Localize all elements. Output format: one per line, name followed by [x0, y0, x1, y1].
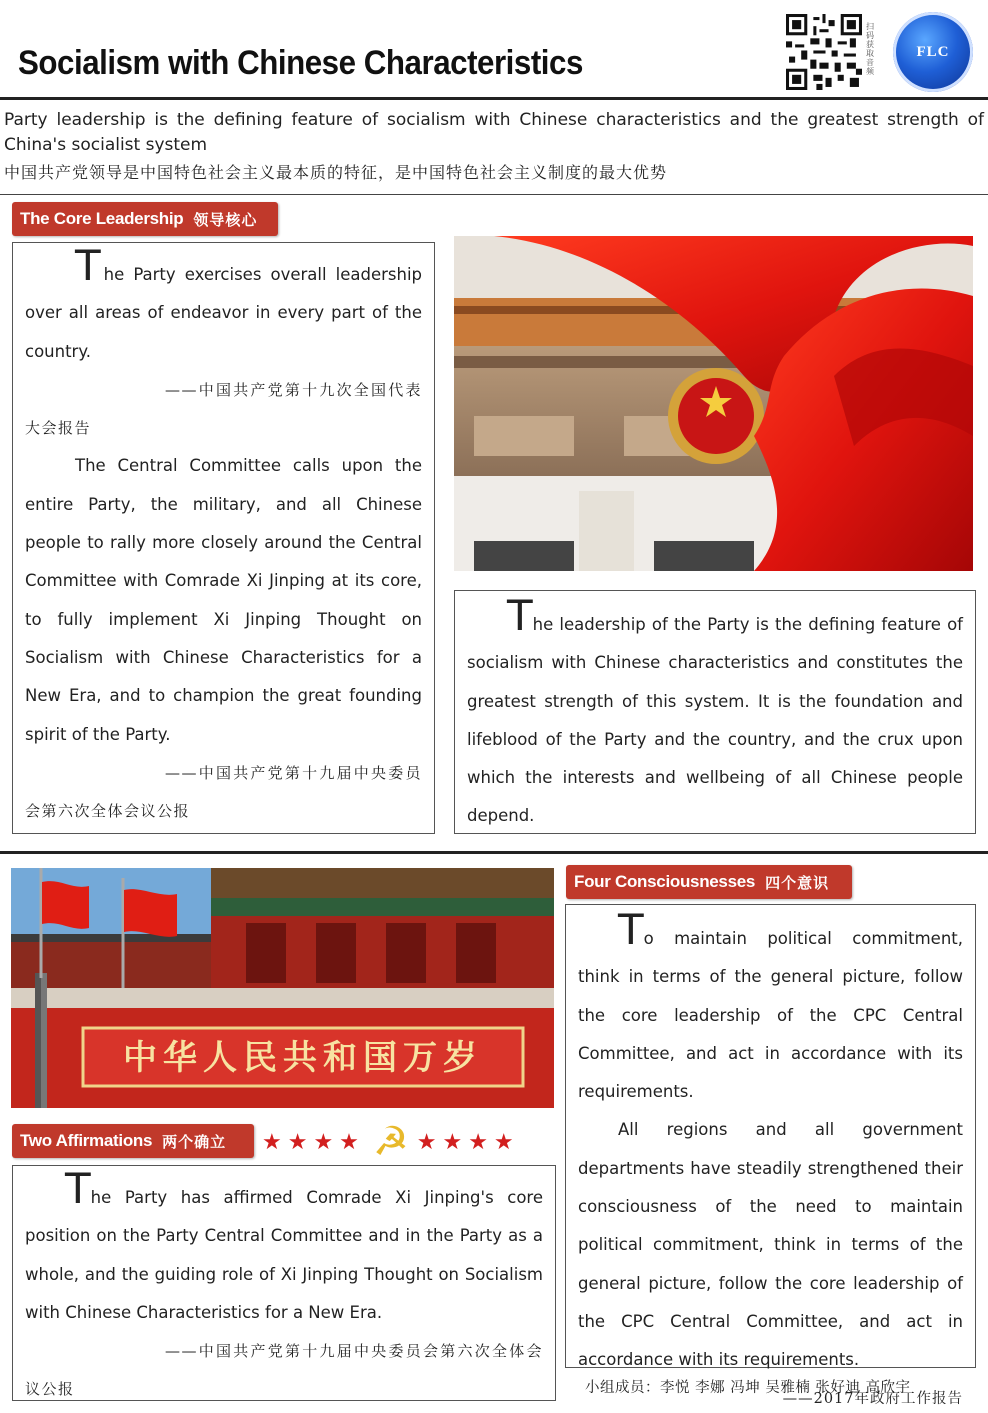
two-affirmations-tag — [12, 1124, 254, 1158]
leadership-paragraph — [467, 591, 963, 836]
qr-code[interactable] — [786, 14, 862, 90]
drop-cap: T — [75, 241, 101, 290]
stars-decoration — [262, 1119, 520, 1165]
core-source-2: ——中国共产党第十九届中央委员会第六次全体会议公报 — [25, 763, 422, 821]
core-leadership-tag — [12, 202, 278, 236]
section-rule — [0, 851, 988, 854]
tiananmen-banner: 中华人民共和国万岁 — [123, 1038, 483, 1078]
star-icon: ★★★★ — [262, 1129, 365, 1155]
affirm-paragraph-text: he Party has affirmed Comrade Xi Jinping's core position on the Party Central Committee and in the Party as a whole, and the guiding role of Xi Jinping Thought on Socialism with Chinese Characteristics for a New Era. — [25, 1188, 543, 1322]
flc-logo — [893, 12, 973, 92]
core-paragraph-2: The Central Committee calls upon the entire Party, the military, and all Chinese people to rally more closely around the Central Committee with Comrade Xi Jinping at its core, to fully implement Xi Jinping Thought on Socialism with Chinese Characteristics for a New Era, and to champion the great founding spirit of the Party. — [25, 456, 422, 744]
core-source-1: ——中国共产党第十九次全国代表大会报告 — [25, 380, 422, 438]
page-title: Socialism with Chinese Characteristics — [18, 44, 583, 82]
core-paragraph-1 — [25, 241, 422, 371]
drop-cap: T — [65, 1164, 91, 1213]
affirm-tag-en: Two Affirmations — [20, 1131, 153, 1150]
intro-en: Party leadership is the defining feature of socialism with Chinese characteristics and the greatest strength of China's socialist system — [4, 110, 984, 155]
intro-cn: 中国共产党领导是中国特色社会主义最本质的特征，是中国特色社会主义制度的最大优势 — [4, 163, 668, 182]
header-rule — [0, 97, 988, 100]
four-source: ——2017年政府工作报告 — [782, 1390, 963, 1407]
four-paragraph-2: All regions and all government departments have steadily strengthened their consciousness of the need to maintain political commitment, think in terms of the general picture, follow the core leadership of the CPC Central Committee, and act in accordance with its requirements. — [578, 1120, 963, 1370]
affirm-source: ——中国共产党第十九届中央委员会第六次全体会议公报 — [25, 1342, 543, 1399]
hammer-sickle-icon: ☭ — [372, 1119, 409, 1165]
leadership-box — [454, 590, 976, 834]
core-tag-cn: 领导核心 — [193, 210, 258, 229]
qr-caption: 扫码获取音频 — [866, 22, 874, 76]
four-paragraph-1-text: o maintain political commitment, think in terms of the general picture, follow the core leadership of the CPC Central Committee, and act in accordance with its requirements. — [578, 929, 963, 1102]
great-hall-image — [454, 236, 973, 571]
affirm-paragraph — [25, 1164, 543, 1332]
group-members: 小组成员：李悦 李娜 冯坤 吴雅楠 张好迪 高欣宇 — [585, 1380, 911, 1396]
drop-cap: T — [618, 905, 644, 954]
core-leadership-box — [12, 242, 435, 834]
star-icon: ★★★★ — [416, 1129, 520, 1155]
four-tag-en: Four Consciousnesses — [574, 872, 756, 891]
affirm-tag-cn: 两个确立 — [162, 1132, 227, 1151]
two-affirmations-box — [12, 1165, 556, 1401]
intro-rule — [0, 194, 988, 195]
logo-text: FLC — [916, 43, 950, 60]
four-tag-cn: 四个意识 — [765, 873, 830, 892]
four-paragraph-1 — [578, 905, 963, 1111]
leadership-paragraph-text: he leadership of the Party is the defining feature of socialism with Chinese characteristics and constitutes the greatest strength of this system. It is the foundation and lifeblood of the Party and the country, and the crux upon which the interests and wellbeing of all Chinese people depend. — [467, 615, 963, 826]
drop-cap: T — [507, 591, 533, 640]
four-consciousnesses-tag — [566, 865, 852, 899]
core-tag-en: The Core Leadership — [20, 209, 184, 228]
tiananmen-image — [11, 868, 554, 1108]
core-paragraph-1-text: he Party exercises overall leadership over all areas of endeavor in every part of the country. — [25, 265, 422, 361]
